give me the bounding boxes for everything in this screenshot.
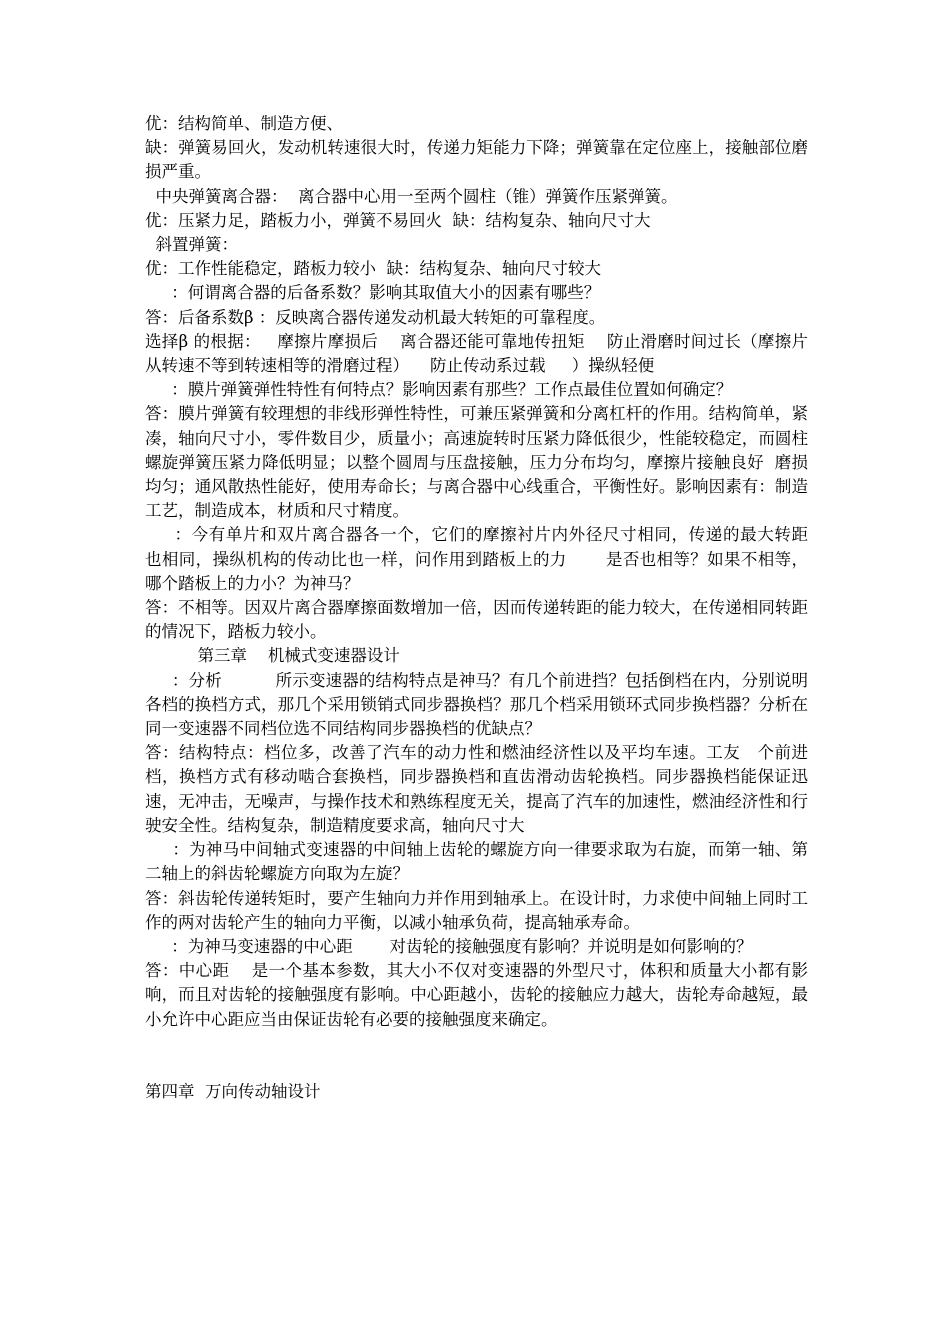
- paragraph-1: 优：结构简单、制造方便、: [145, 114, 343, 133]
- paragraph-6: 优：工作性能稳定，踏板力较小 缺：结构复杂、轴向尺寸较大: [145, 259, 601, 279]
- paragraph-selection-basis: 选择β 的根据： 摩擦片摩损后 离合器还能可靠地传扭矩 防止滑磨时间过长（摩擦片从转速不等到转速相等的滑磨过程） 防止传动系过载 ）操纵轻便: [145, 331, 808, 376]
- paragraph-5: 斜置弹簧：: [145, 235, 238, 255]
- blank-line: [145, 1032, 808, 1080]
- paragraph-3: 中央弹簧离合器： 离合器中心用一至两个圆柱（锥）弹簧作压紧弹簧。: [145, 186, 678, 206]
- answer-center-distance: 答：中心距 是一个基本参数，其大小不仅对变速器的外型尺寸，体积和质量大小都有影响，而且对齿轮的接触强度有影响。中心距越小，齿轮的接触应力越大，齿轮寿命越短，最小允许中心距应当由保证齿轮有必要的接触强度来确定。: [145, 961, 808, 1029]
- answer-single-double-clutch: 答：不相等。因双片离合器摩擦面数增加一倍，因而传递转距的能力较大，在传递相同转距的情况下，踏板力较小。: [145, 598, 808, 642]
- question-helix-direction: ：为神马中间轴式变速器的中间轴上齿轮的螺旋方向一律要求取为右旋，而第一轴、第二轴上的斜齿轮螺旋方向取为左旋？: [145, 840, 808, 884]
- paragraph-2: 缺：弹簧易回火，发动机转速很大时，传递力矩能力下降；弹簧靠在定位座上，接触部位磨损严重。: [145, 138, 808, 182]
- answer-helix-direction: 答：斜齿轮传递转矩时，要产生轴向力并作用到轴承上。在设计时，力求使中间轴上同时工作的两对齿轮产生的轴向力平衡，以减小轴承负荷，提高轴承寿命。: [145, 888, 808, 932]
- answer-backup-coefficient: 答：后备系数β ：反映离合器传递发动机最大转矩的可靠程度。: [145, 307, 606, 327]
- question-center-distance: ：为神马变速器的中心距 对齿轮的接触强度有影响？并说明是如何影响的？: [145, 936, 753, 956]
- chapter-four-heading: 第四章 万向传动轴设计: [145, 1081, 321, 1101]
- document-body: [145, 112, 866, 1104]
- answer-transmission-structure: 答：结构特点：档位多，改善了汽车的动力性和燃油经济性以及平均车速。工友 个前进档，换档方式有移动啮合套换档，同步器换档和直齿滑动齿轮换档。同步器换档能保证迅速，无冲击，无噪声，与操作技术和熟练程度无关，提高了汽车的加速性，燃油经济性和行驶安全性。结构复杂，制造精度要求高，轴向尺寸大: [145, 743, 808, 835]
- answer-diaphragm-spring: 答：膜片弹簧有较理想的非线形弹性特性，可兼压紧弹簧和分离杠杆的作用。结构简单，紧凑，轴向尺寸小，零件数目少，质量小；高速旋转时压紧力降低很少，性能较稳定，而圆柱螺旋弹簧压紧力降低明显；以整个圆周与压盘接触，压力分布均匀，摩擦片接触良好 磨损均匀；通风散热性能好，使用寿命长；与离合器中心线重合，平衡性好。影响因素有：制造工艺，制造成本，材质和尺寸精度。: [145, 404, 808, 521]
- question-backup-coefficient: ：何谓离合器的后备系数？影响其取值大小的因素有哪些？: [145, 283, 601, 303]
- paragraph-4: 优：压紧力足，踏板力小，弹簧不易回火 缺：结构复杂、轴向尺寸大: [145, 210, 651, 230]
- question-single-double-clutch: ：今有单片和双片离合器各一个，它们的摩擦衬片内外径尺寸相同，传递的最大转距 也相同，操纵机构的传动比也一样，问作用到踏板上的力 是否也相等？如果不相等，哪个踏板上的力小？为神马？: [145, 525, 866, 593]
- chapter-three-heading: 第三章 机械式变速器设计: [145, 646, 400, 666]
- question-diaphragm-spring: ：膜片弹簧弹性特性有何特点？影响因素有那些？工作点最佳位置如何确定？: [145, 380, 733, 400]
- question-transmission-structure: ：分析 所示变速器的结构特点是神马？有几个前进挡？包括倒档在内，分别说明各档的换档方式，那几个采用锁销式同步器换档？那几个档采用锁环式同步换档器？分析在同一变速器不同档位选不同结构同步器换档的优缺点？: [145, 670, 808, 739]
